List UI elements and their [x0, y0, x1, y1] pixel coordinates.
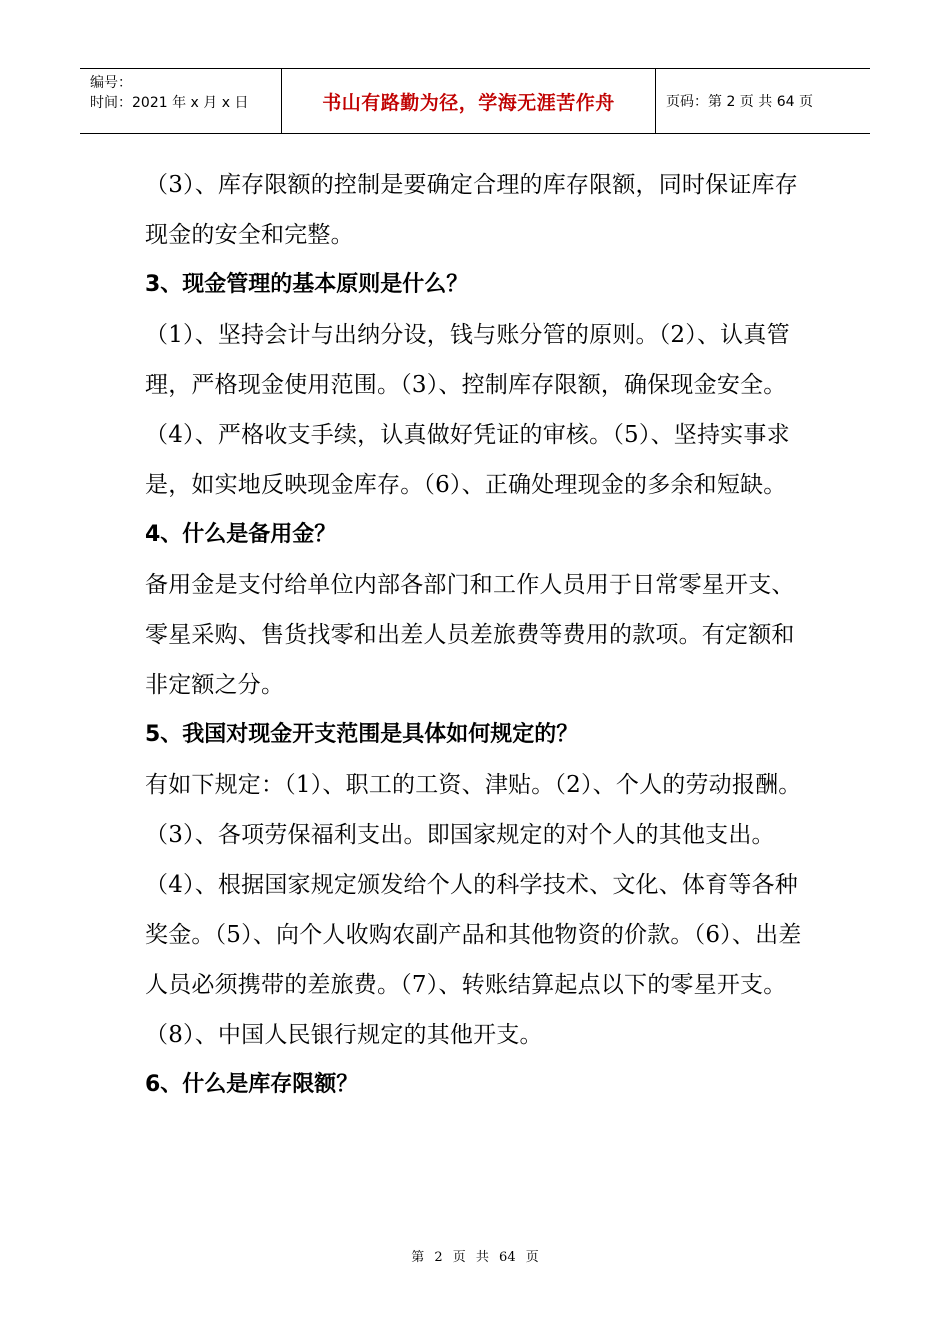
document-time-label: 时间：2021 年 x 月 x 日 [90, 95, 249, 111]
header-left-cell [80, 69, 282, 133]
heading-question-3: 3、现金管理的基本原则是什么？ [145, 272, 469, 297]
paragraph-cash-principles: （1）、坚持会计与出纳分设，钱与账分管的原则。（2）、认真管理，严格现金使用范围。（3）、控制库存限额，确保现金安全。（4）、严格收支手续，认真做好凭证的审核。（5）、坚持实事求是，如实地反映现金库存。（6）、正确处理现金的多余和短缺。 [145, 322, 790, 498]
header-page-info: 页码：第 2 页 共 64 页 [666, 94, 813, 110]
paragraph-petty-cash: 备用金是支付给单位内部各部门和工作人员用于日常零星开支、零星采购、售货找零和出差人员差旅费等费用的款项。有定额和非定额之分。 [145, 572, 795, 698]
paragraph-cash-expense-scope: 有如下规定：（1）、职工的工资、津贴。（2）、个人的劳动报酬。（3）、各项劳保福利支出。即国家规定的对个人的其他支出。（4）、根据国家规定颁发给个人的科学技术、文化、体育等各种奖金。（5）、向个人收购农副产品和其他物资的价款。（6）、出差人员必须携带的差旅费。（7）、转账结算起点以下的零星开支。（8）、中国人民银行规定的其他开支。 [145, 772, 802, 1048]
heading-question-6: 6、什么是库存限额？ [145, 1072, 359, 1097]
heading-question-4: 4、什么是备用金？ [145, 522, 337, 547]
document-number-label: 编号： [90, 75, 132, 91]
page-header [80, 68, 870, 134]
page-footer: 第 2 页 共 64 页 [411, 1250, 539, 1265]
heading-question-5: 5、我国对现金开支范围是具体如何规定的？ [145, 722, 579, 747]
paragraph-cash-limit-control: （3）、库存限额的控制是要确定合理的库存限额，同时保证库存现金的安全和完整。 [145, 172, 798, 248]
header-motto: 书山有路勤为径，学海无涯苦作舟 [282, 69, 656, 133]
document-body [145, 160, 810, 1110]
